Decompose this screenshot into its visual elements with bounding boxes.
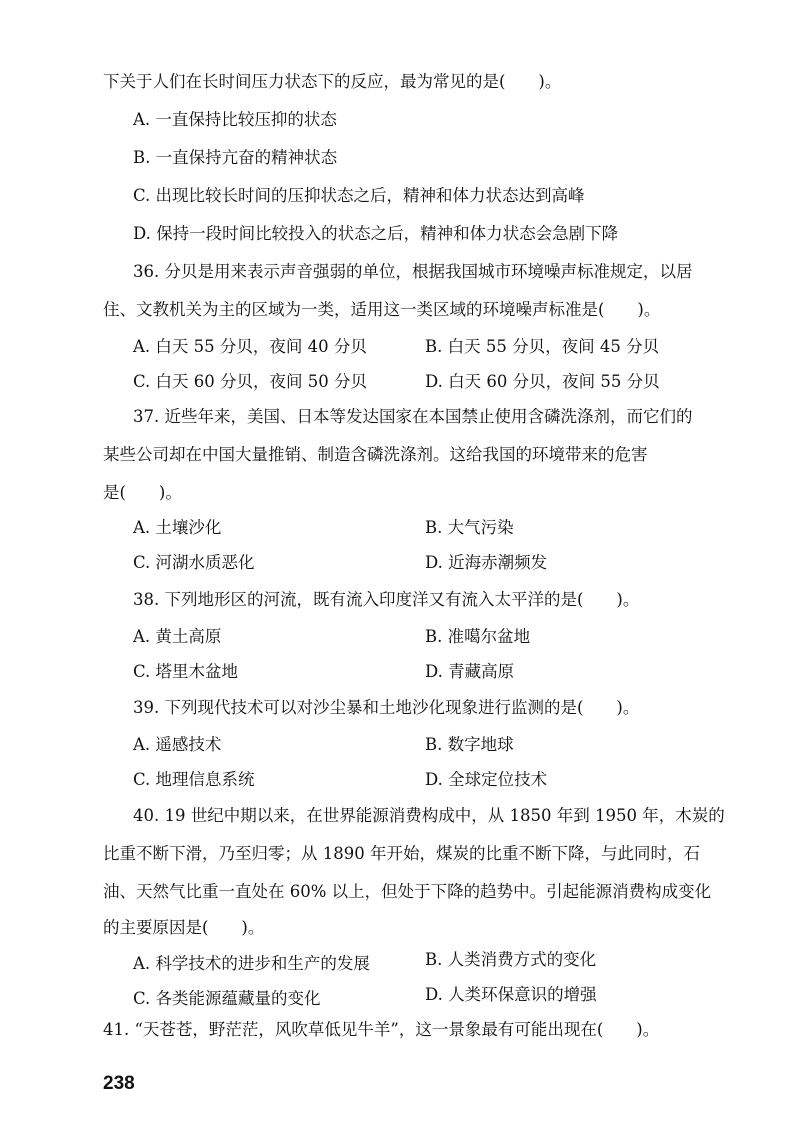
q38-option-c: C. 塔里木盆地 [133,662,239,681]
q40-option-c: C. 各类能源蕴藏量的变化 [133,989,321,1008]
q37-option-d: D. 近海赤潮频发 [425,553,548,572]
q38-option-d: D. 青藏高原 [425,662,515,681]
q36-option-c: C. 白天 60 分贝，夜间 50 分贝 [133,372,367,391]
q37-stem-line3: 是( )。 [103,483,182,502]
q39-stem: 39. 下列现代技术可以对沙尘暴和土地沙化现象进行监测的是( )。 [133,698,640,717]
q40-stem-line2: 比重不断下滑，乃至归零；从 1890 年开始，煤炭的比重不断下降，与此同时，石 [103,844,700,863]
q37-stem-line1: 37. 近些年来，美国、日本等发达国家在本国禁止使用含磷洗涤剂，而它们的 [133,407,693,426]
q38-option-b: B. 准噶尔盆地 [425,627,531,646]
q40-option-b: B. 人类消费方式的变化 [425,950,597,969]
q38-stem: 38. 下列地形区的河流，既有流入印度洋又有流入太平洋的是( )。 [133,590,640,609]
q35-option-c: C. 出现比较长时间的压抑状态之后，精神和体力状态达到高峰 [133,186,585,205]
q36-option-a: A. 白天 55 分贝，夜间 40 分贝 [133,337,367,356]
q40-option-a: A. 科学技术的进步和生产的发展 [133,954,370,973]
q39-option-c: C. 地理信息系统 [133,770,255,789]
q39-option-a: A. 遥感技术 [133,735,222,754]
q36-option-b: B. 白天 55 分贝，夜间 45 分贝 [425,337,660,356]
q40-stem-line3: 油、天然气比重一直处在 60% 以上，但处于下降的趋势中。引起能源消费构成变化 [103,882,712,901]
q36-stem-line1: 36. 分贝是用来表示声音强弱的单位，根据我国城市环境噪声标准规定，以居 [133,262,693,281]
q38-option-a: A. 黄土高原 [133,627,222,646]
q40-option-d: D. 人类环保意识的增强 [425,985,597,1004]
q37-option-a: A. 土壤沙化 [133,518,222,537]
q35-option-d: D. 保持一段时间比较投入的状态之后，精神和体力状态会急剧下降 [133,224,619,243]
q35-stem: 下关于人们在长时间压力状态下的反应，最为常见的是( )。 [103,72,562,91]
q37-stem-line2: 某些公司却在中国大量推销、制造含磷洗涤剂。这给我国的环境带来的危害 [103,445,648,464]
q41-stem: 41. “天苍苍，野茫茫，风吹草低见牛羊”，这一景象最有可能出现在( )。 [103,1020,660,1039]
q36-stem-line2: 住、文教机关为主的区域为一类，适用这一类区域的环境噪声标准是( )。 [103,300,661,319]
q40-stem-line4: 的主要原因是( )。 [103,918,265,937]
q37-option-c: C. 河湖水质恶化 [133,553,255,572]
q35-option-a: A. 一直保持比较压抑的状态 [133,110,337,129]
q35-option-b: B. 一直保持亢奋的精神状态 [133,148,338,167]
q36-option-d: D. 白天 60 分贝，夜间 55 分贝 [425,372,660,391]
q40-stem-line1: 40. 19 世纪中期以来，在世界能源消费构成中，从 1850 年到 1950 年，木炭的 [133,806,725,825]
q39-option-b: B. 数字地球 [425,735,514,754]
q37-option-b: B. 大气污染 [425,518,514,537]
page-number: 238 [103,1073,135,1094]
q39-option-d: D. 全球定位技术 [425,770,548,789]
